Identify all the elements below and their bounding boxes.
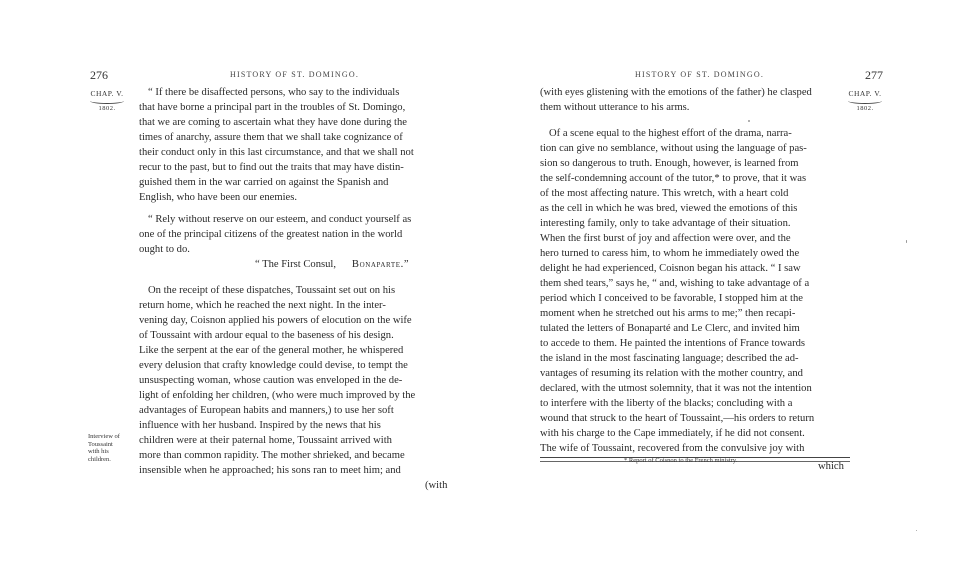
- text-line: that have borne a principal part in the troubles of St. Domingo,: [139, 102, 406, 113]
- text-line: The wife of Toussaint, recovered from the convulsive joy with: [540, 443, 805, 454]
- text-line: children were at their paternal home, Toussaint arrived with: [139, 435, 392, 446]
- text-line: of Toussaint with ardour equal to the baseness of his design.: [139, 330, 394, 341]
- text-line: as the cell in which he was bred, viewed the emotions of this: [540, 203, 798, 214]
- side-note-line: Toussaint: [88, 440, 113, 448]
- running-head: HISTORY OF ST. DOMINGO.: [635, 70, 765, 79]
- side-note: [88, 433, 120, 463]
- catchword: (with: [425, 480, 448, 491]
- side-note-line: with his: [88, 448, 109, 455]
- signature-name: Bonaparte.”: [351, 259, 410, 270]
- print-speck: [916, 530, 917, 531]
- page-number: 277: [865, 68, 883, 82]
- text-line: advantages of European habits and manners,) to use her soft: [139, 405, 394, 416]
- text-line: light of enfolding her children, (who were much improved by the: [139, 390, 416, 401]
- margin-chapter-note: [844, 89, 886, 112]
- text-line: their conduct only in this last circumstance, and that we shall not: [139, 147, 414, 158]
- margin-chapter-note: [86, 89, 128, 112]
- text-line: the self-condemning account of the tutor,* to prove, that it was: [540, 173, 807, 184]
- text-line: vantages of resuming its relation with the mother country, and: [540, 368, 803, 379]
- text-line: influence with her husband. Inspired by the news that his: [139, 420, 381, 431]
- text-line: declared, with the utmost solemnity, that it was not the intention: [540, 383, 812, 394]
- print-speck: [748, 120, 750, 122]
- text-line: “ If there be disaffected persons, who say to the individuals: [148, 87, 400, 98]
- side-note-line: Interview of: [88, 433, 120, 440]
- text-line: them without utterance to his arms.: [540, 102, 690, 113]
- side-note-line: children.: [88, 455, 111, 463]
- text-line: more than common rapidity. The mother shrieked, and became: [139, 450, 405, 461]
- page-number: 276: [90, 68, 108, 82]
- running-head: HISTORY OF ST. DOMINGO.: [230, 70, 360, 79]
- margin-year: 1802.: [98, 105, 116, 112]
- text-line: of the most affecting nature. This wretch, with a heart cold: [540, 188, 789, 199]
- print-speck: [906, 240, 907, 243]
- text-line: one of the principal citizens of the greatest nation in the world: [139, 229, 403, 240]
- footnote: * Report of Coisnon to the French ministry.: [624, 457, 738, 464]
- right-page: [490, 0, 980, 565]
- text-line: vening day, Coisnon applied his powers of elocution on the wife: [139, 315, 412, 326]
- text-line: interesting family, only to take advantage of their situation.: [540, 218, 791, 229]
- text-line: tion can give no semblance, without using the language of pas-: [540, 143, 807, 154]
- text-line: On the receipt of these dispatches, Toussaint set out on his: [148, 285, 396, 296]
- text-line: insensible when he approached; his sons ran to meet him; and: [139, 465, 401, 476]
- text-line: (with eyes glistening with the emotions of the father) he clasped: [540, 87, 812, 98]
- text-line: English, who have been our enemies.: [139, 192, 297, 203]
- text-line: to accede to them. He painted the intentions of France towards: [540, 338, 806, 349]
- text-line: to interfere with the liberty of the blacks; concluding with a: [540, 398, 793, 409]
- text-line: sion so dangerous to truth. Enough, however, is learned from: [540, 158, 799, 169]
- text-line: times of anarchy, assure them that we shall take cognizance of: [139, 132, 403, 143]
- catchword: which: [818, 461, 844, 472]
- text-line: them shed tears,” says he, “ and, wishing to take advantage of a: [540, 278, 810, 289]
- text-line: with his charge to the Cape immediately, if he did not consent.: [540, 428, 805, 439]
- text-line: hero turned to caress him, to whom he immediately owed the: [540, 248, 800, 259]
- brace-icon: [848, 98, 882, 104]
- margin-chapter: CHAP. V.: [848, 89, 882, 98]
- text-line: Like the serpent at the ear of the general mother, he whispered: [139, 345, 404, 356]
- margin-year: 1802.: [856, 105, 874, 112]
- margin-chapter: CHAP. V.: [90, 89, 124, 98]
- text-line: unsuspecting woman, whose caution was enveloped in the de-: [139, 375, 403, 386]
- text-line: the island in the most fascinating language; described the ad-: [540, 353, 799, 364]
- text-line: “ Rely without reserve on our esteem, and conduct yourself as: [148, 214, 412, 225]
- text-line: When the first burst of joy and affection were over, and the: [540, 233, 791, 244]
- text-line: wound that struck to the heart of Toussaint,—his orders to return: [540, 413, 815, 424]
- text-line: recur to the past, but to find out the traits that may have distin-: [139, 162, 404, 173]
- signature: [255, 258, 409, 272]
- text-line: ought to do.: [139, 244, 190, 255]
- text-line: that we are coming to ascertain what they have done during the: [139, 117, 407, 128]
- text-line: tulated the letters of Bonaparté and Le Clerc, and invited him: [540, 323, 800, 334]
- signature-title: “ The First Consul,: [255, 259, 337, 270]
- text-line: return home, which he reached the next night. In the inter-: [139, 300, 386, 311]
- text-line: guished them in the war carried on against the Spanish and: [139, 177, 389, 188]
- text-line: every delusion that crafty knowledge could devise, to tempt the: [139, 360, 408, 371]
- text-line: period which I conceived to be favorable, I stopped him at the: [540, 293, 803, 304]
- brace-icon: [90, 98, 124, 104]
- text-line: moment when he stretched out his arms to me;” then recapi-: [540, 308, 796, 319]
- text-line: delight he had experienced, Coisnon began his attack. “ I saw: [540, 263, 801, 274]
- text-line: Of a scene equal to the highest effort of the drama, narra-: [549, 128, 792, 139]
